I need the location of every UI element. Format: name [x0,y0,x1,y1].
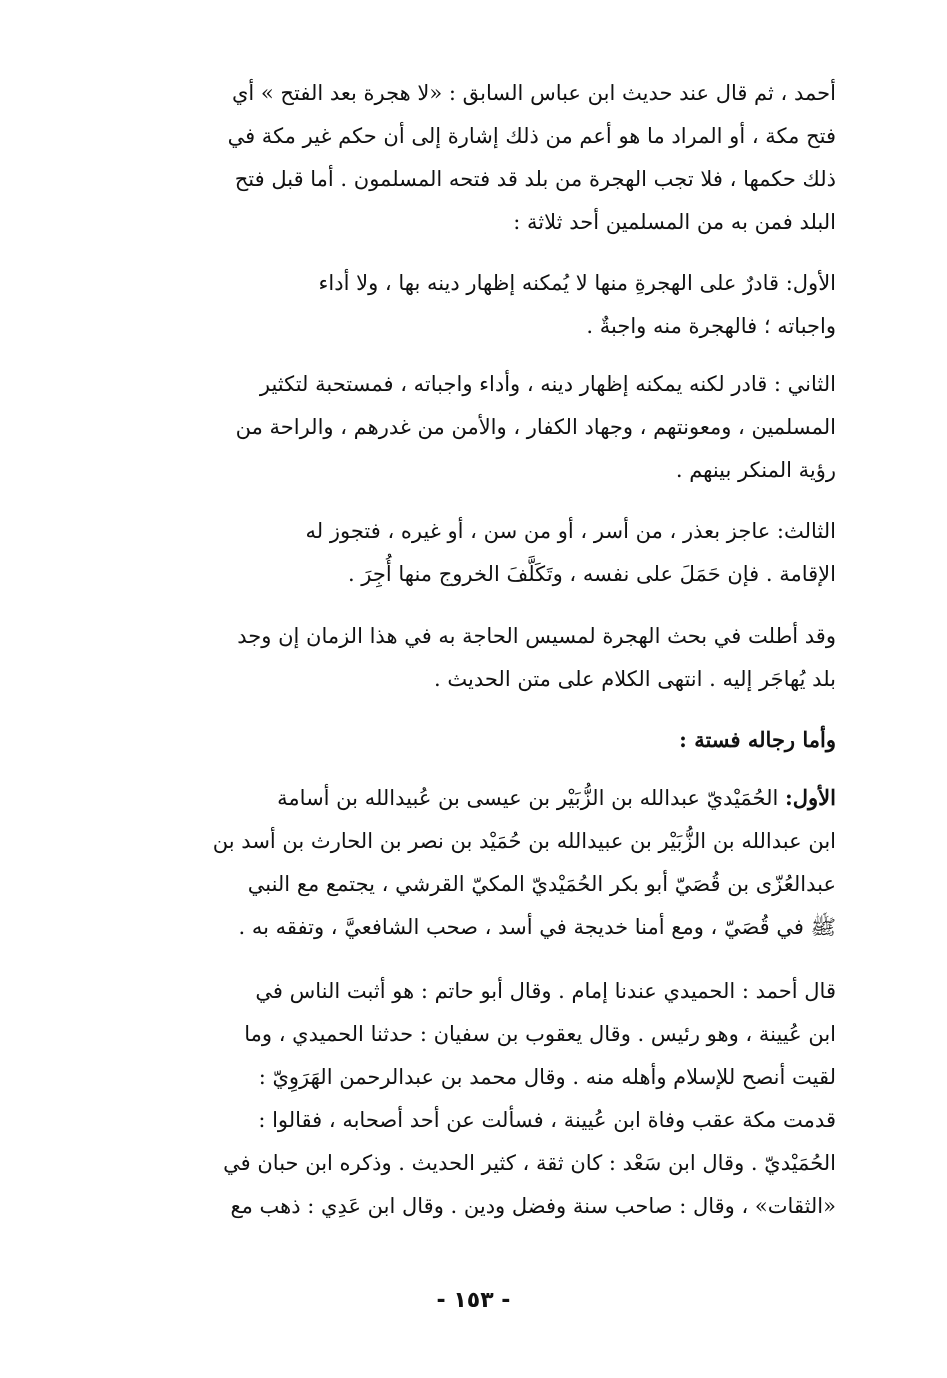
text-line: «الثقات» ، وقال : صاحب سنة وفضل ودين . وقال ابن عَدِي : ذهب مع [230,1194,836,1218]
text-line: قال أحمد : الحميدي عندنا إمام . وقال أبو حاتم : هو أثبت الناس في [255,979,836,1003]
text-line [120,776,836,820]
text-line: قدمت مكة عقب وفاة ابن عُيينة ، فسألت عن أحد أصحابه ، فقالوا : [258,1108,836,1132]
text-line: لقيت أنصح للإسلام وأهله منه . وقال محمد بن عبدالرحمن الهَرَوِيّ : [258,1065,836,1089]
text-line: الأول: قادرٌ على الهجرةِ منها لا يُمكنه إظهار دينه بها ، ولا أداء [318,271,836,295]
text-line: ﷺ في قُصَيّ ، ومع أمنا خديجة في أسد ، صحب الشافعيَّ ، وتفقه به . [238,915,836,939]
text-line: واجباته ؛ فالهجرة منه واجبةٌ . [586,314,836,338]
text-line: المسلمين ، ومعونتهم ، وجهاد الكفار ، والأمن من غدرهم ، والراحة من [235,415,836,439]
intro-paragraph [120,72,836,244]
second-category-paragraph [120,363,836,492]
text-line: الإقامة . فإن حَمَلَ على نفسه ، وتَكَلَّفَ الخروج منها أُجِرَ . [347,562,836,586]
text-line: أحمد ، ثم قال عند حديث ابن عباس السابق : «لا هجرة بعد الفتح » أي [231,81,836,105]
text-line: عبدالعُزّى بن قُصَيّ أبو بكر الحُمَيْديّ المكيّ القرشي ، يجتمع مع النبي [247,872,836,896]
narrator-line-text: الحُمَيْديّ عبدالله بن الزُّبَيْر بن عيسى بن عُبيدالله بن أسامة [277,786,779,810]
narrators-heading: وأما رجاله فستة : [679,727,836,752]
text-line: فتح مكة ، أو المراد ما هو أعم من ذلك إشارة إلى أن حكم غير مكة في [227,124,836,148]
page-number: - ١٥٣ - [436,1288,511,1313]
narrators-heading-block [120,718,836,761]
first-narrator-paragraph [120,776,836,949]
text-line: رؤية المنكر بينهم . [675,458,836,482]
text-line: ذلك حكمها ، فلا تجب الهجرة من بلد قد فتحه المسلمون . أما قبل فتح [234,167,836,191]
first-category-paragraph [120,262,836,348]
text-line: ابن عبدالله بن الزُّبَيْر بن عبيدالله بن حُمَيْد بن نصر بن الحارث بن أسد بن [212,829,836,853]
book-page [0,50,947,1378]
narrator-label: الأول: [785,785,836,810]
text-line: الثاني : قادر لكنه يمكنه إظهار دينه ، وأداء واجباته ، فمستحبة لتكثير [259,372,836,396]
text-line: الحُمَيْديّ . وقال ابن سَعْد : كان ثقة ، كثير الحديث . وذكره ابن حبان في [223,1151,836,1175]
text-line: ابن عُيينة ، وهو رئيس . وقال يعقوب بن سفيان : حدثنا الحميدي ، وما [244,1022,836,1046]
text-line: البلد فمن به من المسلمين أحد ثلاثة : [513,210,836,234]
text-line: الثالث: عاجز بعذر ، من أسر ، أو من سن ، أو غيره ، فتجوز له [305,519,836,543]
third-category-paragraph [120,510,836,596]
scholars-quotes-paragraph [120,970,836,1228]
text-line: وقد أطلت في بحث الهجرة لمسيس الحاجة به في هذا الزمان إن وجد [237,624,836,648]
text-line: بلد يُهاجَر إليه . انتهى الكلام على متن الحديث . [434,667,836,691]
author-note-paragraph [120,615,836,701]
